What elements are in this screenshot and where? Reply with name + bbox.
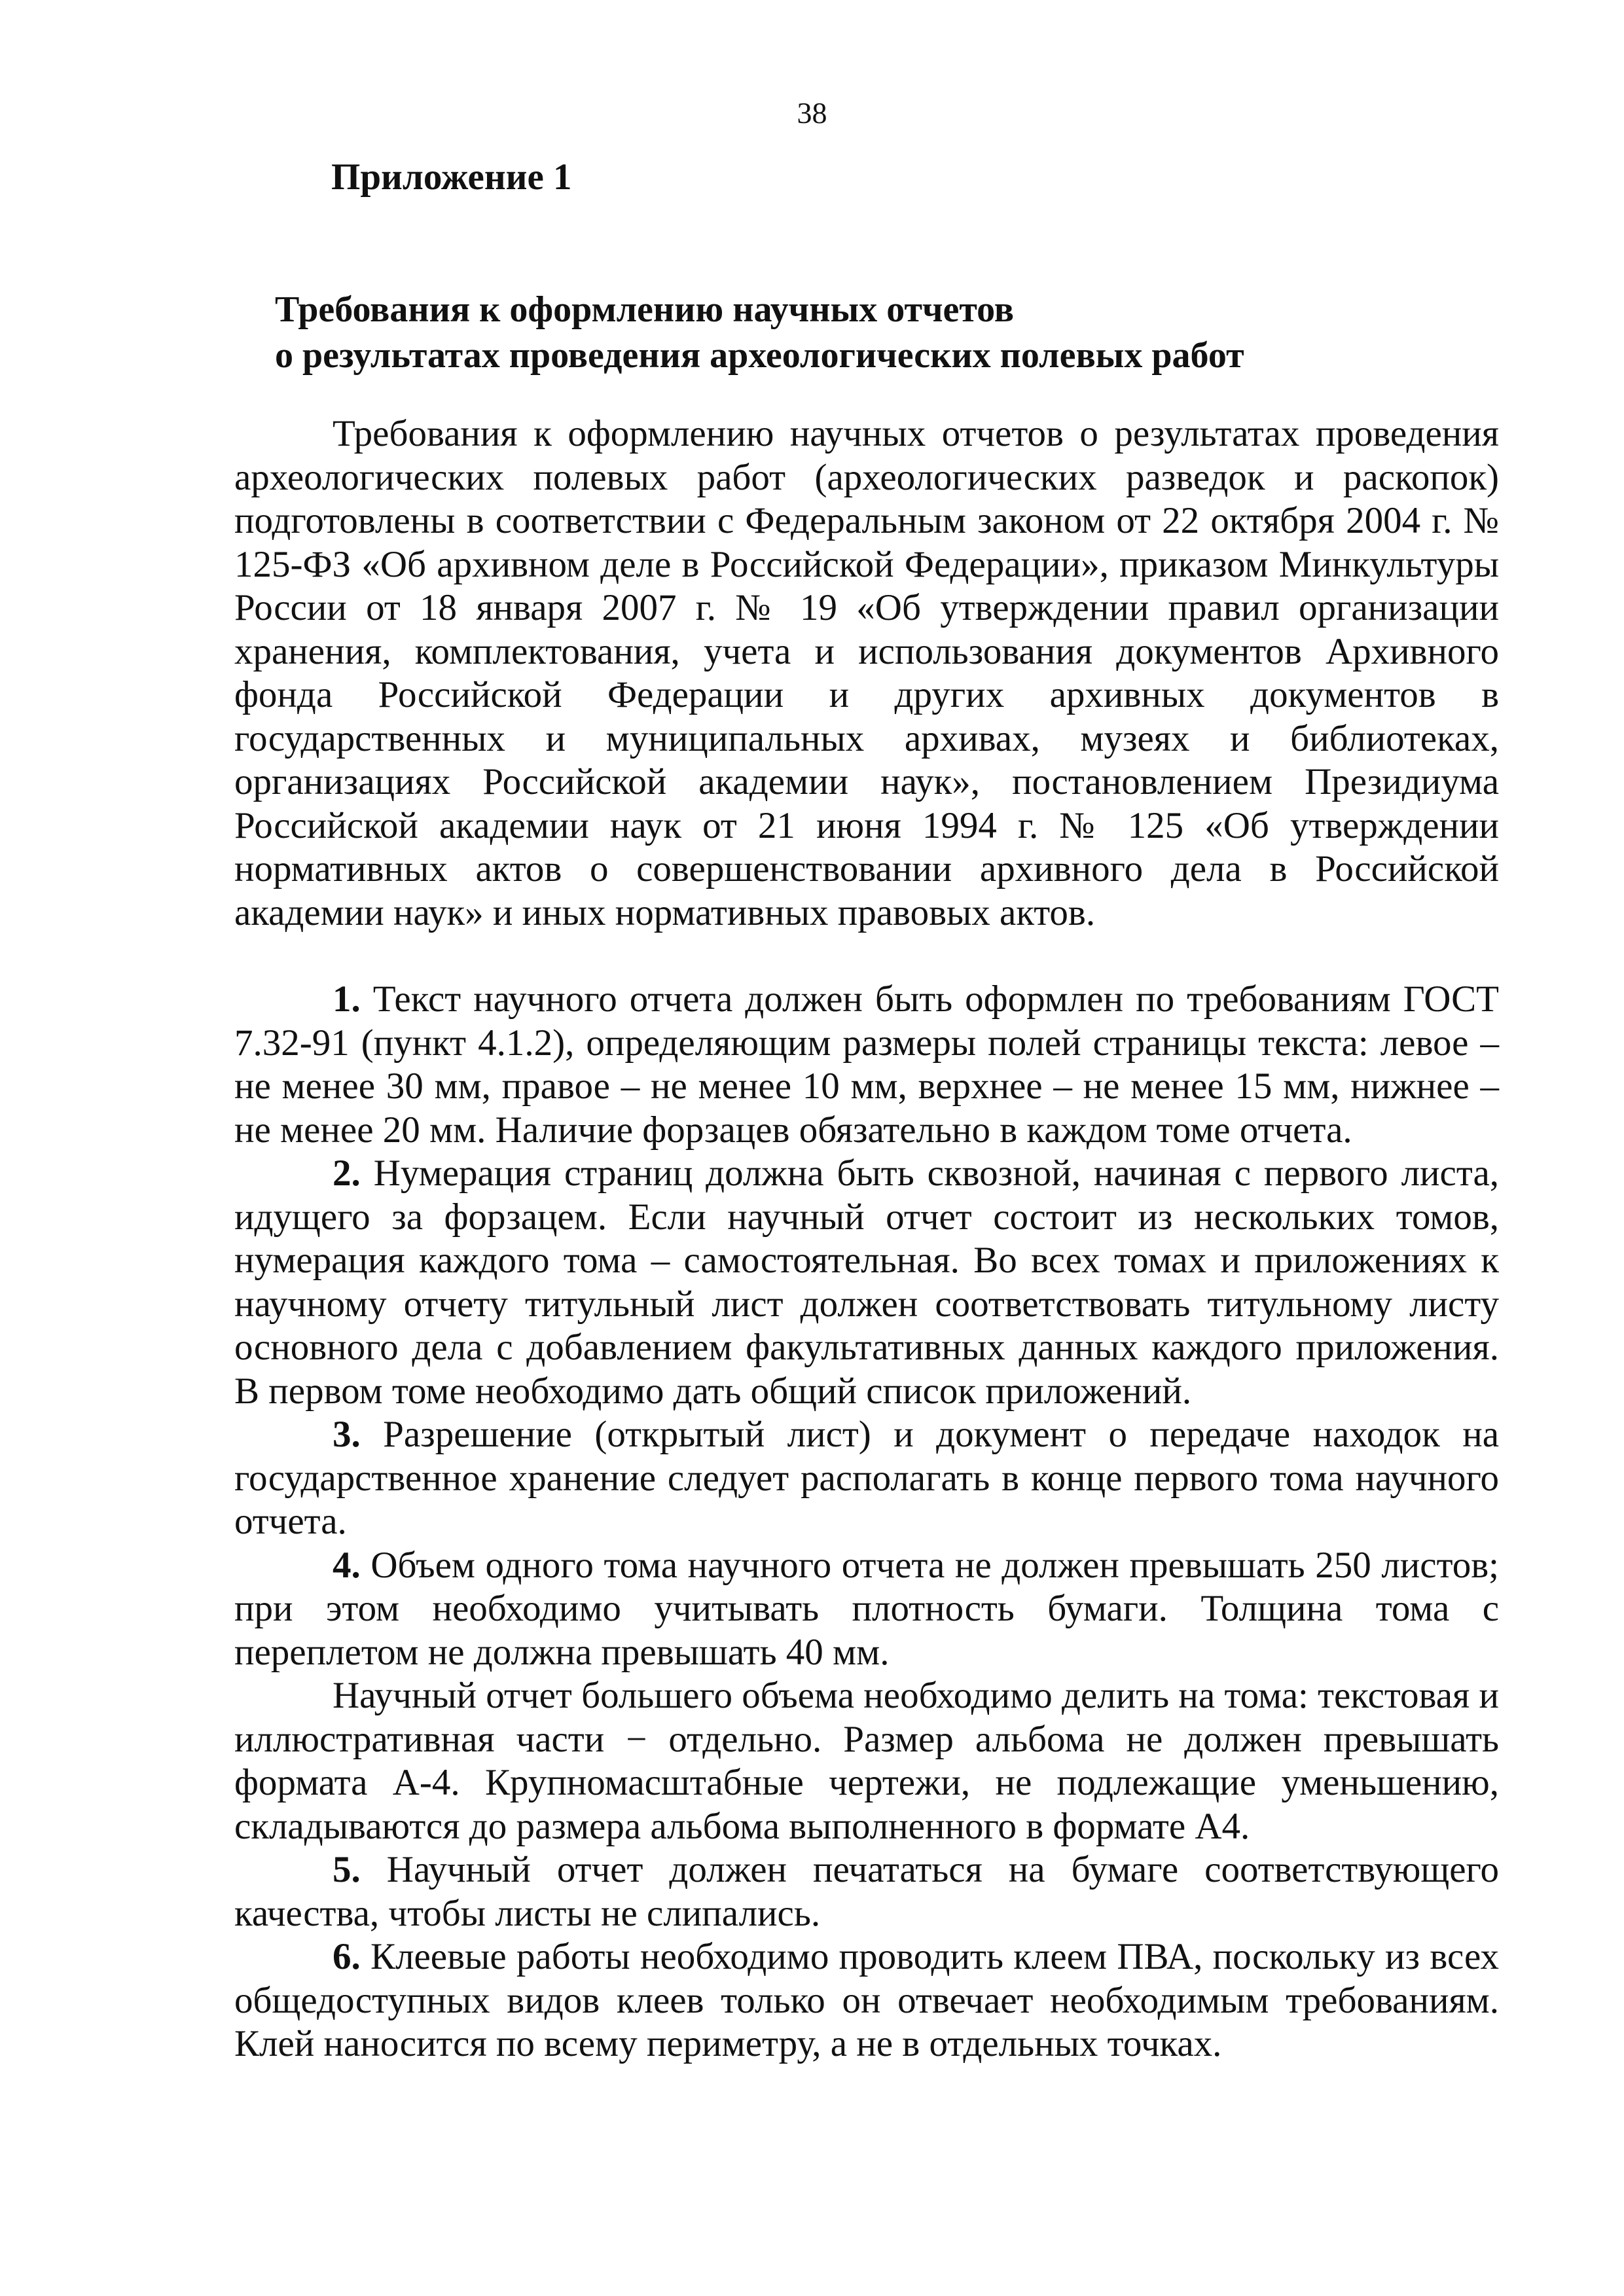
title-line-1: Требования к оформлению научных отчетов (275, 289, 1015, 330)
document-body (234, 412, 1499, 2066)
item-text: Объем одного тома научного отчета не должен превышать 250 листов; при этом необходимо учитывать плотность бумаги. Толщина тома с переплетом не должна превышать 40 мм. (234, 1544, 1499, 1673)
intro-paragraph: Требования к оформлению научных отчетов о результатах проведения археологических полевых работ (археологических разведок и раскопок) подготовлены в соответствии с Федеральным законом от 22 октября 2004 г. № 125-ФЗ «Об архивном деле в Российской Федерации», приказом Минкультуры России от 18 января 2007 г. № 19 «Об утверждении правил организации хранения, комплектования, учета и использования документов Архивного фонда Российской Федерации и других архивных документов в государственных и муниципальных архивах, музеях и библиотеках, организациях Российской академии наук», постановлением Президиума Российской академии наук от 21 июня 1994 г. № 125 «Об утверждении нормативных актов о совершенствовании архивного дела в Российской академии наук» и иных нормативных правовых актов. (234, 413, 1499, 933)
item-paragraph-4-continued (234, 1674, 1499, 1848)
appendix-label: Приложение 1 (331, 156, 572, 198)
item-paragraph-6 (234, 1935, 1499, 2066)
item-number: 4. (333, 1544, 361, 1586)
item-paragraph-1 (234, 978, 1499, 1152)
item-number: 3. (333, 1414, 361, 1455)
item-text: Научный отчет должен печататься на бумаге соответствующего качества, чтобы листы не слипались. (234, 1849, 1499, 1934)
item-paragraph-5 (234, 1848, 1499, 1935)
item-paragraph-3 (234, 1413, 1499, 1544)
item-paragraph-2 (234, 1152, 1499, 1413)
item-text: Клеевые работы необходимо проводить клеем ПВА, поскольку из всех общедоступных видов клеев только он отвечает необходимым требованиям. Клей наносится по всему периметру, а не в отдельных точках. (234, 1936, 1499, 2064)
item-number: 2. (333, 1153, 361, 1194)
item-number: 5. (333, 1849, 361, 1890)
item-text: Научный отчет большего объема необходимо делить на тома: текстовая и иллюстративная части − отдельно. Размер альбома не должен превышать формата А-4. Крупномасштабные чертежи, не подлежащие уменьшению, складываются до размера альбома выполненного в формате А4. (234, 1675, 1499, 1847)
item-number: 1. (333, 978, 361, 1020)
item-number: 6. (333, 1936, 361, 1977)
page-number: 38 (797, 96, 827, 130)
title-line-2: о результатах проведения археологических полевых работ (275, 335, 1244, 376)
item-paragraph-4 (234, 1544, 1499, 1675)
item-text: Текст научного отчета должен быть оформлен по требованиям ГОСТ 7.32-91 (пункт 4.1.2), определяющим размеры полей страницы текста: левое – не менее 30 мм, правое – не менее 10 мм, верхнее – не менее 15 мм, нижнее – не менее 20 мм. Наличие форзацев обязательно в каждом томе отчета. (234, 978, 1499, 1151)
item-text: Разрешение (открытый лист) и документ о передаче находок на государственное хранение следует располагать в конце первого тома научного отчета. (234, 1414, 1500, 1542)
item-text: Нумерация страниц должна быть сквозной, начиная с первого листа, идущего за форзацем. Если научный отчет состоит из нескольких томов, нумерация каждого тома – самостоятельная. Во всех томах и приложениях к научному отчету титульный лист должен соответствовать титульному листу основного дела с добавлением факультативных данных каждого приложения. В первом томе необходимо дать общий список приложений. (234, 1153, 1499, 1412)
document-title (275, 287, 1244, 378)
